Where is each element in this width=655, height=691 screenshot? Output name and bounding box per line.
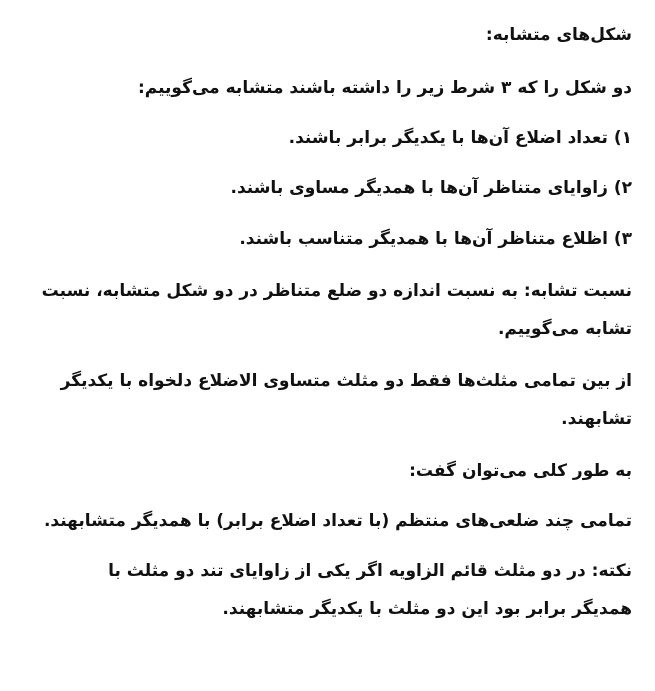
note-text-continued: همدیگر برابر بود این دو مثلث با یکدیگر متشابهند.	[222, 599, 632, 619]
similarity-ratio-text: نسبت تشابه: به نسبت اندازه دو ضلع متناظر در دو شکل متشابه، نسبت	[41, 281, 632, 301]
definition-text: دو شکل را که ۳ شرط زیر را داشته باشند متشابه می‌گوییم:	[137, 78, 632, 98]
note-text: نکته: در دو مثلث قائم الزاویه اگر یکی از زاوایای تند دو مثلث با	[108, 561, 632, 581]
general-intro: به طور کلی می‌توان گفت:	[409, 461, 632, 481]
triangles-text: از بین تمامی مثلث‌ها فقط دو مثلث متساوی الاضلاع دلخواه با یکدیگر	[60, 371, 632, 391]
condition-item: ۱) تعداد اضلاع آن‌ها با یکدیگر برابر باشند.	[288, 128, 632, 148]
general-statement: تمامی چند ضلعی‌های منتظم (با تعداد اضلاع برابر) با همدیگر متشابهند.	[43, 511, 632, 531]
heading: شکل‌های متشابه:	[485, 25, 632, 45]
similarity-ratio-text-continued: تشابه می‌گوییم.	[497, 319, 632, 339]
condition-item: ۳) اظلاع متناظر آن‌ها با همدیگر متناسب باشند.	[239, 229, 632, 249]
triangles-text-continued: تشابهند.	[561, 409, 632, 429]
condition-item: ۲) زاوایای متناظر آن‌ها با همدیگر مساوی باشند.	[230, 178, 632, 198]
